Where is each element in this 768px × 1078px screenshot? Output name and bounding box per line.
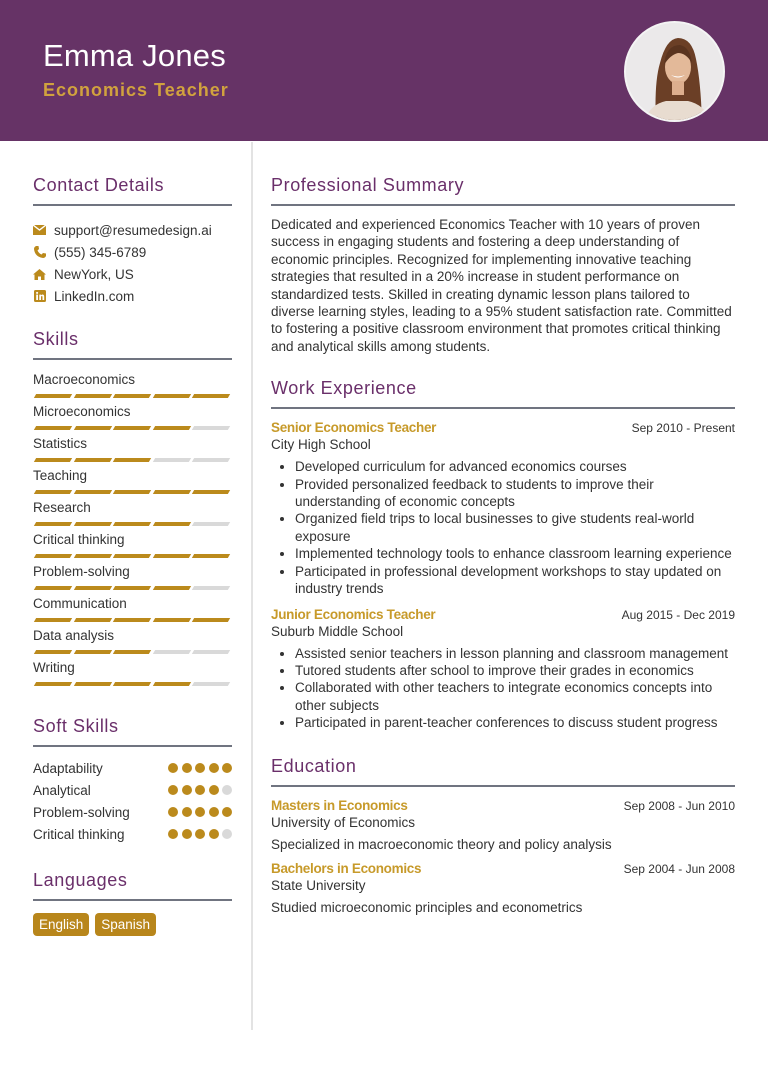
job-bullet: • Developed curriculum for advanced economics courses: [295, 458, 735, 475]
rating-dot-filled-icon: [182, 763, 192, 773]
rating-dot-filled-icon: [209, 785, 219, 795]
rating-dot-filled-icon: [182, 807, 192, 817]
degree-title: Bachelors in Economics: [271, 860, 422, 876]
level-segment-filled: [73, 650, 111, 654]
skill-name: Statistics: [33, 436, 88, 451]
contact-email-text: support@resumedesign.ai: [54, 222, 212, 238]
rating-dot-filled-icon: [168, 785, 178, 795]
skill-item: [33, 627, 232, 659]
section-title-contact: Contact Details: [33, 175, 165, 195]
job-bullet: • Collaborated with other teachers to integrate economics concepts into other subjects: [295, 679, 735, 714]
soft-skill-item: [33, 801, 232, 823]
school-name: State University: [271, 877, 366, 893]
job-bullet: • Assisted senior teachers in lesson planning and classroom management: [295, 645, 735, 662]
section-title-experience: Work Experience: [271, 378, 417, 399]
level-segment-filled: [73, 394, 111, 398]
job-dates: Sep 2010 - Present: [631, 421, 735, 436]
level-segment-filled: [113, 682, 151, 686]
experience-section: [271, 378, 735, 731]
level-segment-filled: [192, 394, 230, 398]
linkedin-icon: [33, 290, 46, 303]
level-segment-filled: [73, 554, 111, 558]
section-rule: [33, 358, 232, 360]
rating-dot-filled-icon: [182, 829, 192, 839]
soft-skill-rating: [168, 785, 232, 795]
level-segment-filled: [113, 490, 151, 494]
contact-linkedin-text: LinkedIn.com: [54, 288, 135, 304]
skill-item: [33, 435, 232, 467]
job-entry: [271, 420, 735, 597]
section-rule: [33, 204, 232, 206]
skill-name: Problem-solving: [33, 564, 130, 579]
section-title-summary: Professional Summary: [271, 175, 465, 195]
soft-skill-name: Analytical: [33, 782, 91, 798]
level-segment-filled: [113, 650, 151, 654]
summary-text: Dedicated and experienced Economics Teacher with 10 years of proven success in engaging students and fostering a deep understanding of economic principles. Recognized for implementing innovative teaching strategies that resulted in a 20% increase in student performance on standardized tests. Skilled in creating dynamic lesson plans tailored to diverse learning styles, leading to a 95% student satisfaction rate. Committed to fostering a positive classroom environment that promotes critical thinking and analytical skills among students.: [271, 217, 732, 354]
soft-skills-section: [33, 716, 232, 845]
job-entry: [271, 607, 735, 732]
education-entry: [271, 798, 735, 852]
skill-level-bar: [33, 581, 232, 595]
level-segment-filled: [73, 522, 111, 526]
summary-section: [271, 175, 735, 355]
level-segment-filled: [34, 426, 72, 430]
level-segment-filled: [34, 458, 72, 462]
level-segment-filled: [34, 586, 72, 590]
rating-dot-filled-icon: [168, 807, 178, 817]
skill-level-bar: [33, 421, 232, 435]
soft-skill-name: Critical thinking: [33, 826, 125, 842]
level-segment-filled: [34, 490, 72, 494]
skill-name: Data analysis: [33, 628, 115, 643]
skill-level-bar: [33, 485, 232, 499]
job-bullet: • Participated in parent-teacher conferences to discuss student progress: [295, 714, 735, 731]
phone-icon: [33, 246, 46, 259]
level-segment-empty: [152, 650, 190, 654]
education-description: Studied microeconomic principles and econometrics: [271, 899, 583, 915]
education-dates: Sep 2008 - Jun 2010: [623, 798, 735, 813]
level-segment-filled: [152, 490, 190, 494]
column-divider: [251, 142, 253, 1030]
level-segment-empty: [192, 650, 230, 654]
rating-dot-empty-icon: [222, 785, 232, 795]
job-bullet: • Implemented technology tools to enhance classroom learning experience: [295, 545, 735, 562]
skill-level-bar: [33, 389, 232, 403]
level-segment-filled: [152, 682, 190, 686]
section-rule: [271, 204, 735, 206]
soft-skill-rating: [168, 807, 232, 817]
level-segment-empty: [192, 522, 230, 526]
soft-skill-rating: [168, 763, 232, 773]
level-segment-filled: [113, 426, 151, 430]
skills-section: [33, 329, 232, 691]
skill-name: Macroeconomics: [33, 372, 136, 387]
job-title: Senior Economics Teacher: [271, 420, 437, 436]
rating-dot-filled-icon: [222, 807, 232, 817]
profile-photo: [624, 21, 725, 122]
degree-title: Masters in Economics: [271, 797, 408, 813]
level-segment-filled: [34, 394, 72, 398]
level-segment-filled: [34, 650, 72, 654]
education-description: Specialized in macroeconomic theory and policy analysis: [271, 836, 612, 852]
home-icon: [33, 268, 46, 281]
rating-dot-filled-icon: [222, 763, 232, 773]
contact-phone[interactable]: [33, 241, 232, 263]
skill-name: Critical thinking: [33, 532, 125, 547]
level-segment-filled: [34, 554, 72, 558]
skill-name: Teaching: [33, 468, 88, 483]
portrait-image-icon: [626, 23, 725, 122]
section-rule: [33, 745, 232, 747]
level-segment-filled: [152, 426, 190, 430]
languages-list: [33, 913, 232, 936]
level-segment-filled: [73, 426, 111, 430]
level-segment-filled: [34, 618, 72, 622]
rating-dot-filled-icon: [182, 785, 192, 795]
education-entry: [271, 861, 735, 915]
job-bullet: • Participated in professional development workshops to stay updated on industry trends: [295, 563, 735, 598]
level-segment-filled: [34, 682, 72, 686]
job-bullet: • Organized field trips to local businesses to give students real-world exposure: [295, 510, 735, 545]
skill-level-bar: [33, 453, 232, 467]
right-column: [271, 142, 735, 915]
section-rule: [271, 407, 735, 409]
section-rule: [271, 785, 735, 787]
skill-item: [33, 467, 232, 499]
level-segment-filled: [113, 586, 151, 590]
skill-item: [33, 371, 232, 403]
skill-item: [33, 403, 232, 435]
contact-email[interactable]: [33, 219, 232, 241]
level-segment-filled: [73, 618, 111, 622]
language-badge: English: [33, 913, 89, 936]
level-segment-empty: [192, 682, 230, 686]
section-title-languages: Languages: [33, 870, 128, 890]
language-badge: Spanish: [95, 913, 156, 936]
job-bullets: [271, 458, 735, 597]
level-segment-filled: [73, 458, 111, 462]
soft-skill-rating: [168, 829, 232, 839]
rating-dot-filled-icon: [195, 763, 205, 773]
level-segment-filled: [73, 682, 111, 686]
level-segment-filled: [192, 618, 230, 622]
candidate-name: Emma Jones: [43, 38, 226, 73]
skill-item: [33, 595, 232, 627]
job-organization: City High School: [271, 437, 371, 453]
rating-dot-filled-icon: [195, 807, 205, 817]
soft-skills-list: [33, 757, 232, 845]
job-title: Junior Economics Teacher: [271, 606, 436, 622]
level-segment-filled: [192, 490, 230, 494]
level-segment-empty: [192, 586, 230, 590]
job-bullet: • Tutored students after school to improve their grades in economics: [295, 662, 735, 679]
skill-name: Microeconomics: [33, 404, 131, 419]
level-segment-filled: [113, 554, 151, 558]
job-bullet: • Provided personalized feedback to students to improve their understanding of economic concepts: [295, 476, 735, 511]
languages-section: [33, 870, 232, 936]
level-segment-filled: [113, 618, 151, 622]
left-column: [33, 142, 232, 936]
soft-skill-name: Adaptability: [33, 760, 103, 776]
soft-skill-name: Problem-solving: [33, 804, 130, 820]
level-segment-filled: [113, 522, 151, 526]
rating-dot-filled-icon: [168, 763, 178, 773]
contact-linkedin[interactable]: [33, 285, 232, 307]
skill-item: [33, 659, 232, 691]
level-segment-filled: [192, 554, 230, 558]
job-bullets: [271, 645, 735, 732]
soft-skill-item: [33, 823, 232, 845]
candidate-title: Economics Teacher: [43, 80, 229, 100]
rating-dot-filled-icon: [168, 829, 178, 839]
skill-name: Writing: [33, 660, 75, 675]
rating-dot-filled-icon: [195, 785, 205, 795]
level-segment-empty: [192, 458, 230, 462]
school-name: University of Economics: [271, 814, 416, 830]
section-title-soft-skills: Soft Skills: [33, 716, 119, 736]
level-segment-filled: [34, 522, 72, 526]
rating-dot-filled-icon: [209, 829, 219, 839]
level-segment-filled: [73, 490, 111, 494]
rating-dot-filled-icon: [209, 807, 219, 817]
resume-header: [0, 0, 768, 141]
skill-level-bar: [33, 549, 232, 563]
rating-dot-filled-icon: [209, 763, 219, 773]
level-segment-filled: [152, 394, 190, 398]
skill-item: [33, 531, 232, 563]
job-dates: Aug 2015 - Dec 2019: [621, 607, 735, 622]
level-segment-filled: [152, 586, 190, 590]
section-title-skills: Skills: [33, 329, 79, 349]
level-segment-filled: [152, 522, 190, 526]
rating-dot-empty-icon: [222, 829, 232, 839]
skill-level-bar: [33, 613, 232, 627]
contact-location: [33, 263, 232, 285]
education-dates: Sep 2004 - Jun 2008: [623, 861, 735, 876]
level-segment-empty: [152, 458, 190, 462]
level-segment-filled: [113, 458, 151, 462]
level-segment-filled: [152, 554, 190, 558]
section-title-education: Education: [271, 755, 357, 776]
contact-location-text: NewYork, US: [54, 266, 134, 282]
section-rule: [33, 899, 232, 901]
contact-section: [33, 175, 232, 307]
skill-name: Communication: [33, 596, 127, 611]
level-segment-empty: [192, 426, 230, 430]
skill-level-bar: [33, 517, 232, 531]
skill-item: [33, 563, 232, 595]
job-organization: Suburb Middle School: [271, 623, 404, 639]
soft-skill-item: [33, 757, 232, 779]
level-segment-filled: [113, 394, 151, 398]
rating-dot-filled-icon: [195, 829, 205, 839]
envelope-icon: [33, 224, 46, 237]
level-segment-filled: [73, 586, 111, 590]
skill-level-bar: [33, 677, 232, 691]
level-segment-filled: [152, 618, 190, 622]
skill-name: Research: [33, 500, 91, 515]
contact-phone-text: (555) 345-6789: [54, 244, 147, 260]
education-section: [271, 756, 735, 915]
soft-skill-item: [33, 779, 232, 801]
skill-item: [33, 499, 232, 531]
skill-level-bar: [33, 645, 232, 659]
skills-list: [33, 371, 232, 691]
